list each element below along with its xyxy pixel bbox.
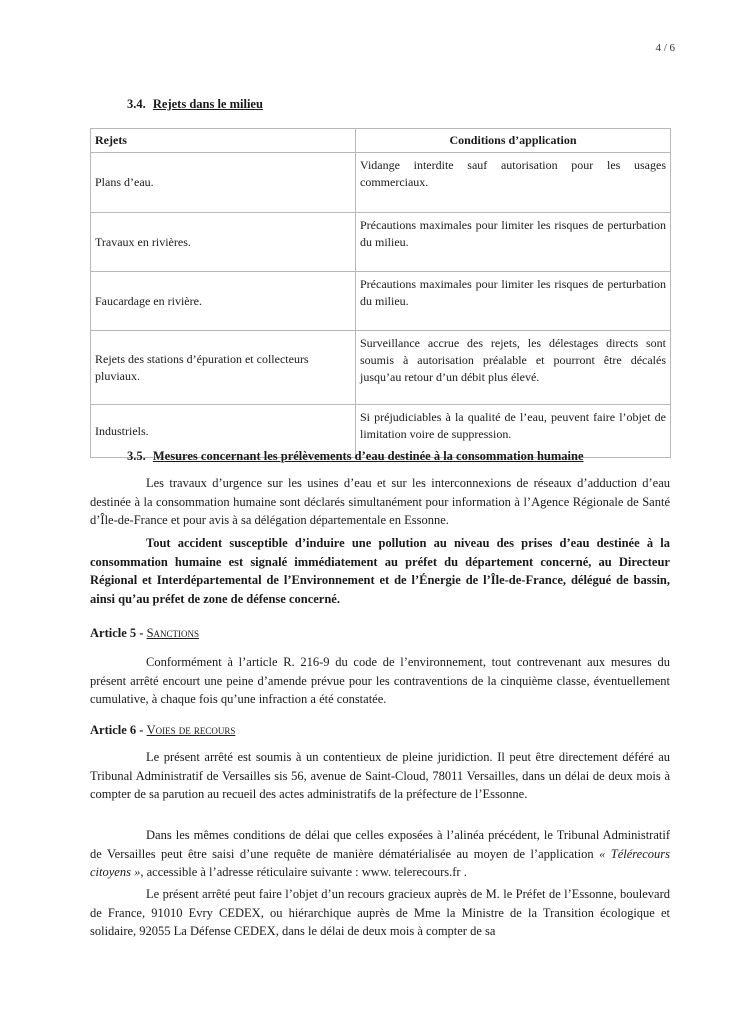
- rejet-cell: Travaux en rivières.: [91, 213, 356, 272]
- article-6-heading: [90, 723, 235, 738]
- condition-cell: Vidange interdite sauf autorisation pour les usages commerciaux.: [356, 153, 671, 213]
- article-title: Sanctions: [146, 626, 200, 640]
- table-header-row: [91, 129, 671, 153]
- paragraph: Les travaux d’urgence sur les usines d’eau et sur les interconnexions de réseaux d’adduction d’eau destinée à la consommation humaine sont déclarés simultanément pour information à l’Agence Régionale de Santé d’Île-de-France et pour avis à sa délégation départementale en Essonne.: [90, 476, 670, 527]
- paragraph: Le présent arrêté peut faire l’objet d’un recours gracieux auprès de M. le Préfet de l’Essonne, boulevard de France, 91010 Evry CEDEX, ou hiérarchique auprès de Mme la Ministre de la Transition écologique et solidaire, 92055 La Défense CEDEX, dans le délai de deux mois à compter de sa: [90, 887, 670, 938]
- condition-cell: Précautions maximales pour limiter les risques de perturbation du milieu.: [356, 272, 671, 331]
- article-label: Article 5 -: [90, 626, 147, 640]
- column-header-rejets: Rejets: [91, 129, 356, 153]
- section-3-4-heading: [127, 97, 263, 112]
- rejet-cell: Plans d’eau.: [91, 153, 356, 213]
- article-5-heading: [90, 626, 199, 641]
- text-run: , accessible à l’adresse réticulaire suivante : www. telerecours.fr .: [140, 865, 467, 879]
- table-row: [91, 153, 671, 213]
- paragraph: [90, 826, 670, 882]
- condition-cell: Si préjudiciables à la qualité de l’eau, peuvent faire l’objet de limitation voire de suppression.: [356, 405, 671, 458]
- paragraph-bold: Tout accident susceptible d’induire une pollution au niveau des prises d’eau destinée à la consommation humaine est signalé immédiatement au préfet du département concerné, au Directeur Régional et Interdépartemental de l’Environnement et de l’Énergie de l’Île-de-France, délégué de bassin, ainsi qu’au préfet de zone de défense concerné.: [90, 536, 670, 606]
- rejet-cell: Industriels.: [91, 405, 356, 458]
- rejet-cell: Faucardage en rivière.: [91, 272, 356, 331]
- table-row: [91, 213, 671, 272]
- section-number: 3.5.: [127, 449, 146, 463]
- italic-text: « Télérecours citoyens »: [90, 846, 670, 879]
- section-title: Rejets dans le milieu: [152, 97, 263, 111]
- section-number: 3.4.: [127, 97, 146, 111]
- section-title: Mesures concernant les prélèvements d’eau destinée à la consommation humaine: [152, 449, 584, 463]
- article-title: Voies de recours: [146, 723, 236, 737]
- paragraph: Le présent arrêté est soumis à un contentieux de pleine juridiction. Il peut être directement déféré au Tribunal Administratif de Versailles sis 56, avenue de Saint-Cloud, 78011 Versailles, dans un délai de deux mois à compter de sa parution au recueil des actes administratifs de la préfecture de l’Essonne.: [90, 750, 670, 801]
- rejets-table: [90, 128, 671, 458]
- rejet-cell: Rejets des stations d’épuration et collecteurs pluviaux.: [91, 331, 356, 405]
- article-label: Article 6 -: [90, 723, 147, 737]
- condition-cell: Surveillance accrue des rejets, les délestages directs sont soumis à autorisation préalable et pourront être décalés jusqu’au retour d’un débit plus élevé.: [356, 331, 671, 405]
- column-header-conditions: Conditions d’application: [356, 129, 671, 153]
- section-3-5-heading: [127, 449, 584, 464]
- paragraph: Conformément à l’article R. 216-9 du code de l’environnement, tout contrevenant aux mesures du présent arrêté encourt une peine d’amende prévue pour les contraventions de la cinquième classe, éventuellement cumulative, à chaque fois qu’une infraction a été constatée.: [90, 655, 670, 706]
- table-row: [91, 272, 671, 331]
- condition-cell: Précautions maximales pour limiter les risques de perturbation du milieu.: [356, 213, 671, 272]
- table-row: [91, 331, 671, 405]
- page-number: 4 / 6: [655, 42, 675, 54]
- text-run: Dans les mêmes conditions de délai que celles exposées à l’alinéa précédent, le Tribunal Administratif de Versailles peut être saisi d’une requête de manière dématérialisée au moyen de l’application: [90, 828, 670, 861]
